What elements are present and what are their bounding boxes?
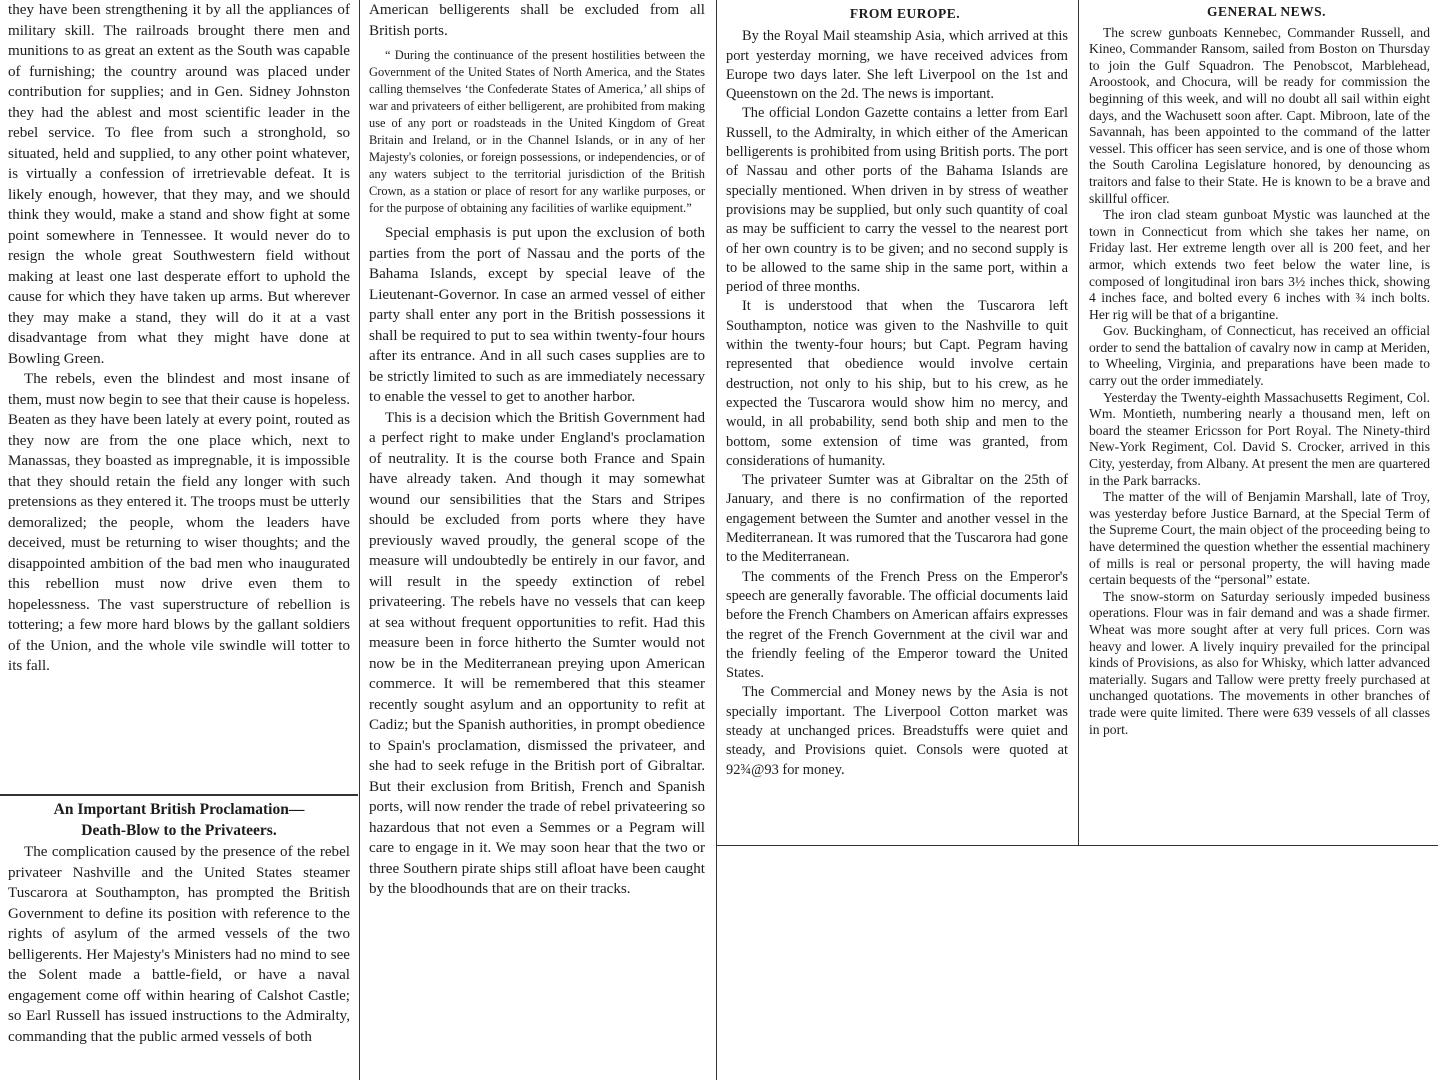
col3-paragraph: By the Royal Mail steamship Asia, which arrived at this port yesterday morning, we have received advices from Europe two days later. She left Liverpool on the 1st and Queenstown on the 2d. The news is important. [726,28,1068,103]
col4-paragraph: The screw gunboats Kennebec, Commander Russell, and Kineo, Commander Ransom, sailed from Boston on Thursday to join the Gulf Squadron. The Penobscot, Marblehead, Aroostook, and Chocura, will be ready for commission the beginning of this week, and will no doubt all sail within eight days, and the Wachusett soon after. Capt. Mibroon, late of the Savannah, has been appointed to the command of the latter vessel. This officer has seen service, and is one of those whom the South Carolina Legislature honored, by denouncing as traitors and false to their State. He is known to be a brave and skillful officer. [1089,24,1430,206]
col3-paragraph: The Commercial and Money news by the Asia is not specially important. The Liverpool Cotton market was steady at unchanged prices. Breadstuffs were quiet and steady, and Provisions quiet. Consols were quoted at 92¾@93 for money. [726,684,1068,778]
column-rule [1078,0,1079,845]
proclamation-quote: “ During the continuance of the present hostilities between the Government of the United States of North America, and the States calling themselves ‘the Confederate States of America,’ all ships of war and privateers of either belligerent, are prohibited from making use of any port or roadsteads in the United Kingdom of Great Britain and Ireland, or in the Channel Islands, or in any of her Majesty's colonies, or foreign possessions, or independencies, or of any waters subject to the territorial jurisdiction of the British Crown, as a station or place of resort for any warlike purposes, or for the purpose of obtaining any facilities of warlike equipment.” [369,48,705,215]
article-headline: An Important British Proclamation— [53,801,305,818]
from-europe-heading: FROM EUROPE. [849,6,961,21]
article-subheadline: Death-Blow to the Privateers. [81,822,277,839]
column-1 [0,0,358,790]
col3-paragraph: The official London Gazette contains a letter from Earl Russell, to the Admiralty, in which either of the American belligerents is prohibited from using British ports. The port of Nassau and other ports of the Bahama Islands are specially mentioned. When driven in by stress of weather provisions may be supplied, but only such quantity of coal as may be sufficient to carry the vessel to the nearest port of her own country is to be given; and no second supply is to be allowed to the same ship in the same port, within a period of three months. [726,105,1068,296]
column-3 [718,0,1076,842]
col4-paragraph: The snow-storm on Saturday seriously impeded business operations. Flour was in fair demand and was a shade firmer. Wheat was more sought after at very full prices. Corn was heavy and lower. A lively inquiry prevailed for the principal kinds of Provisions, as also for Whisky, which latter advanced materially. Sugars and Tallow were pretty freely purchased at unchanged quotations. The movements in other branches of trade were quite limited. There were 639 vessels of all classes in port. [1089,588,1430,737]
col3-paragraph: It is understood that when the Tuscarora left Southampton, notice was given to the Nashville to quit within the twenty-four hours; but Capt. Pegram having represented that obedience would involve certain destruction, not only to his ship, but to his crew, as he expected the Tuscarora would show him no mercy, and would, in all probability, send both ship and men to the bottom, some extension of time was granted, from considerations of humanity. [726,298,1068,469]
general-news-heading: GENERAL NEWS. [1206,4,1327,19]
col1-paragraph: they have been strengthening it by all the appliances of military skill. The railroads brought there men and munitions to as great an extent as the South was capable of furnishing; the country around was placed under contribution for supplies; and in Gen. Sidney Johnston they had the ablest and most scientific leader in the rebel service. To flee from such a stronghold, so situated, held and supplied, to any other point whatever, is virtually a confession of irretrievable defeat. It is likely enough, however, that they may, and we should think they would, make a stand and show fight at some point somewhere in Tennessee. It would never do to resign the whole great Southwestern field without making at least one last desperate effort to uphold the cause for which they have taken up arms. But wherever they may make a stand, they will do it at a vast disadvantage from what they might have done at Bowling Green. [8,2,350,367]
article-paragraph: The complication caused by the presence of the rebel privateer Nashville and the United States steamer Tuscarora at Southampton, has prompted the British Government to define its position with reference to the rights of asylum of the armed vessels of the two belligerents. Her Majesty's Ministers had no mind to see the Solent made a battle-field, or have a naval engagement come off within hearing of Calshot Castle; so Earl Russell has issued instructions to the Admiralty, commanding that the public armed vessels of both [8,844,350,1045]
col4-paragraph: The iron clad steam gunboat Mystic was launched at the town in Connecticut from which she takes her name, on Friday last. Her extreme length over all is 200 feet, and her armor, which extends two feet below the water line, is composed of longitudinal iron bars 3½ inches thick, showing 4 inches face, and bolted every 6 inches with ¾ inch bolts. Her rig will be that of a brigantine. [1089,207,1430,322]
column-rule [359,0,360,1080]
col4-paragraph: Yesterday the Twenty-eighth Massachusetts Regiment, Col. Wm. Montieth, numbering nearly a thousand men, left on board the steamer Ericsson for Port Royal. The Ninety-third New-York Regiment, Col. David S. Crocker, arrived in this City, yesterday, from Albany. At present the men are quartered in the Park barracks. [1089,389,1430,488]
column-4 [1081,0,1438,842]
bottom-rule [717,845,1438,846]
column-rule [716,0,717,1080]
column-2 [361,0,713,1080]
col4-paragraph: The matter of the will of Benjamin Marshall, late of Troy, was yesterday before Justice Barnard, at the Special Term of the Supreme Court, the main object of the proceeding being to have determined the question whether the essential machinery of mills is real or personal property, the will having made certain bequests of the “personal” estate. [1089,489,1430,588]
col4-paragraph: Gov. Buckingham, of Connecticut, has received an official order to send the battalion of cavalry now in camp at Meriden, to Wheeling, Virginia, and preparations have been made to carry out the order immediately. [1089,323,1430,389]
british-proclamation-article [0,798,358,1080]
col1-paragraph: The rebels, even the blindest and most insane of them, must now begin to see that their cause is hopeless. Beaten as they have been lately at every point, routed as they now are from the one place which, next to Manassas, they boasted as impregnable, it is impossible that they should retain the field any longer with such pretensions as they entered it. The troops must be utterly demoralized; the people, whom the leaders have deceived, must be returning to wiser thoughts; and the disappointed ambition of the bad men who inaugurated this rebellion must now drive even them to hopelessness. The vast superstructure of rebellion is tottering; a few more hard blows by the gallant soldiers of the Union, and the whole vile swindle will totter to its fall. [8,371,350,674]
col2-lead: American belligerents shall be excluded from all British ports. [369,2,705,39]
col3-paragraph: The comments of the French Press on the Emperor's speech are generally favorable. The official documents laid before the French Chambers on American affairs expresses the regret of the French Government at the civil war and the friendly feeling of the Emperor toward the United States. [726,568,1068,682]
col2-paragraph: This is a decision which the British Government had a perfect right to make under England's proclamation of neutrality. It is the course both France and Spain have already taken. And though it may somewhat wound our sensibilities that the Stars and Stripes should be excluded from ports where they have previously waved proudly, the general scope of the measure will undoubtedly be entirely in our favor, and will result in the speedy extinction of rebel privateering. The rebels have no vessels that can keep at sea without frequent opportunities to refit. Had this measure been in force hitherto the Sumter would not now be in the Mediterranean preying upon American commerce. It will be remembered that this steamer recently sought asylum and an opportunity to refit at Cadiz; but the Spanish authorities, in prompt obedience to Spain's proclamation, dismissed the privateer, and she had to seek refuge in the British port of Gibraltar. But their exclusion from British, French and Spanish ports, will now render the trade of rebel privateering so hazardous that not even a Semmes or a Pegram will care to engage in it. We may soon hear that the two or three Southern pirate ships still afloat have been caught by the bloodhounds that are on their tracks. [369,409,705,897]
article-divider-rule [0,794,358,796]
col3-paragraph: The privateer Sumter was at Gibraltar on the 25th of January, and there is no confirmation of the reported engagement between the Sumter and another vessel in the Mediterranean. It was rumored that the Tuscarora had gone to the Mediterranean. [726,472,1068,566]
col2-paragraph: Special emphasis is put upon the exclusion of both parties from the port of Nassau and the ports of the Bahama Islands, except by special leave of the Lieutenant-Governor. In case an armed vessel of either party shall enter any port in the British possessions it shall be required to put to sea within twenty-four hours after its entrance. And in all such cases supplies are to be strictly limited to such as are immediately necessary to enable the vessel to get to another harbor. [369,225,705,405]
